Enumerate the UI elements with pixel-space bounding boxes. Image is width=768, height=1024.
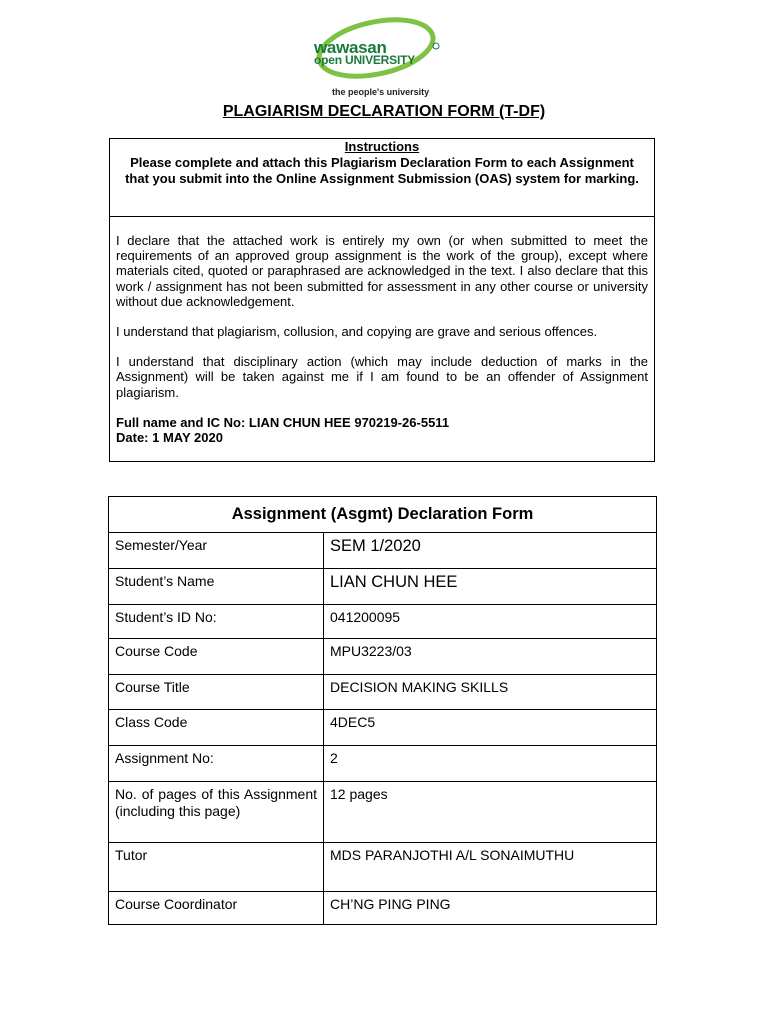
plagiarism-declaration-box — [109, 138, 655, 462]
row-value: SEM 1/2020 — [324, 533, 657, 569]
row-label: No. of pages of this Assignment (including this page) — [109, 782, 324, 843]
row-label: Class Code — [109, 710, 324, 746]
row-label: Course Coordinator — [109, 892, 324, 925]
table-row — [109, 843, 657, 892]
instructions-heading: Instructions — [344, 139, 420, 154]
table-row — [109, 569, 657, 605]
table-row — [109, 639, 657, 675]
row-value: LIAN CHUN HEE — [324, 569, 657, 605]
instructions-text: Please complete and attach this Plagiarism Declaration Form to each Assignment that you submit into the Online Assignment Submission (OAS) system for marking. — [125, 155, 639, 186]
table-row — [109, 675, 657, 710]
row-value: MPU3223/03 — [324, 639, 657, 675]
table-row — [109, 605, 657, 639]
row-value: CH’NG PING PING — [324, 892, 657, 925]
row-label: Tutor — [109, 843, 324, 892]
row-value: 041200095 — [324, 605, 657, 639]
row-label: Course Code — [109, 639, 324, 675]
declaration-section — [110, 217, 654, 445]
table-row — [109, 746, 657, 782]
table-row — [109, 892, 657, 925]
declaration-paragraph-3: I understand that disciplinary action (which may include deduction of marks in the Assignment) will be taken against me if I am found to be an offender of Assignment plagiarism. — [116, 354, 648, 400]
row-label: Student’s Name — [109, 569, 324, 605]
full-name-ic-line: Full name and IC No: LIAN CHUN HEE 970219-26-5511 — [116, 414, 450, 430]
university-logo — [308, 14, 442, 100]
instructions-section — [110, 139, 654, 217]
row-value: DECISION MAKING SKILLS — [324, 675, 657, 710]
row-value: 2 — [324, 746, 657, 782]
logo-tagline: the people's university — [332, 87, 430, 97]
assignment-declaration-form — [108, 496, 657, 925]
table-row — [109, 782, 657, 843]
row-value: MDS PARANJOTHI A/L SONAIMUTHU — [324, 843, 657, 892]
declaration-paragraph-1: I declare that the attached work is entirely my own (or when submitted to meet the requirements of an approved group assignment is the work of the group), except where materials cited, quoted or paraphrased are acknowledged in the text. I also declare that this work / assignment has not been submitted for assessment in any other course or university without due acknowledgement. — [116, 233, 648, 309]
row-label: Student’s ID No: — [109, 605, 324, 639]
logo-brand-line1: wawasan — [314, 38, 387, 57]
table-row — [109, 710, 657, 746]
row-label: Assignment No: — [109, 746, 324, 782]
row-label: Semester/Year — [109, 533, 324, 569]
declaration-paragraph-2: I understand that plagiarism, collusion, and copying are grave and serious offences. — [116, 324, 598, 340]
date-line: Date: 1 MAY 2020 — [116, 430, 223, 446]
row-value: 12 pages — [324, 782, 657, 843]
logo-brand-line2: open UNIVERSITY — [314, 53, 416, 67]
row-value: 4DEC5 — [324, 710, 657, 746]
form-heading: Assignment (Asgmt) Declaration Form — [109, 497, 657, 533]
row-label: Course Title — [109, 675, 324, 710]
table-row — [109, 533, 657, 569]
page-title: PLAGIARISM DECLARATION FORM (T-DF) — [222, 103, 546, 120]
